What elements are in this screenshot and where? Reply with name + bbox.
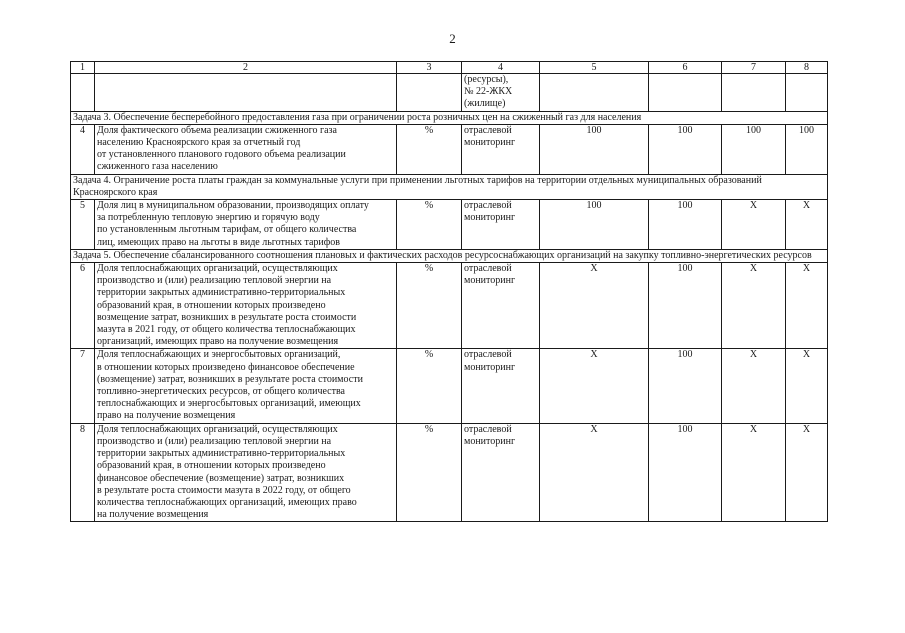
- column-header: 1: [71, 62, 95, 74]
- row-number: 7: [71, 349, 95, 423]
- source-cell: отраслевой мониторинг: [462, 124, 540, 174]
- value-cell: 100: [649, 200, 722, 250]
- indicator-name: Доля теплоснабжающих и энергосбытовых организаций, в отношении которых произведено финансовое обеспечение (возмещение) затрат, возникших в результате роста стоимости топливно-энергетических ресурсов, от общего количества теплоснабжающих и энергосбытовых организаций, имеющих право на получение возмещения: [95, 349, 397, 423]
- value-cell: Х: [540, 349, 649, 423]
- value-cell: 100: [722, 124, 786, 174]
- value-cell: Х: [786, 200, 828, 250]
- continuation-row: [71, 74, 828, 112]
- column-header: 8: [786, 62, 828, 74]
- task-row: [71, 174, 828, 199]
- value-cell: Х: [540, 423, 649, 522]
- column-header: 4: [462, 62, 540, 74]
- source-cell: отраслевой мониторинг: [462, 349, 540, 423]
- value-cell: Х: [786, 263, 828, 349]
- unit-cell: %: [397, 423, 462, 522]
- cell-empty: [397, 74, 462, 112]
- row-number: 4: [71, 124, 95, 174]
- column-header: 7: [722, 62, 786, 74]
- value-cell: 100: [649, 263, 722, 349]
- indicator-name: Доля лиц в муниципальном образовании, производящих оплату за потребленную тепловую энергию и горячую воду по установленным льготным тарифам, от общего количества лиц, имеющих право на льготы в виде льготных тарифов: [95, 200, 397, 250]
- cell-empty: [786, 74, 828, 112]
- row-number: 8: [71, 423, 95, 522]
- indicator-row: [71, 263, 828, 349]
- indicator-row: [71, 124, 828, 174]
- indicators-table: [70, 61, 828, 522]
- source-cell: отраслевой мониторинг: [462, 200, 540, 250]
- value-cell: Х: [722, 349, 786, 423]
- page-number: 2: [449, 31, 456, 46]
- unit-cell: %: [397, 263, 462, 349]
- indicator-name: Доля теплоснабжающих организаций, осуществляющих производство и (или) реализацию тепловой энергии на территории закрытых административно-территориальных образований края, в отношении которых произведено возмещение затрат, возникших в результате роста стоимости мазута в 2021 году, от общего количества теплоснабжающих организаций, имеющих право на получение возмещения: [95, 263, 397, 349]
- source-cell: отраслевой мониторинг: [462, 263, 540, 349]
- task-heading: Задача 5. Обеспечение сбалансированного соотношения плановых и фактических расходов ресурсоснабжающих организаций на закупку топливно-энергетических ресурсов: [71, 249, 828, 262]
- column-header: 6: [649, 62, 722, 74]
- cell-empty: [71, 74, 95, 112]
- indicator-row: [71, 349, 828, 423]
- task-row: [71, 249, 828, 262]
- column-header: 2: [95, 62, 397, 74]
- unit-cell: %: [397, 200, 462, 250]
- value-cell: 100: [540, 124, 649, 174]
- column-header: 5: [540, 62, 649, 74]
- unit-cell: %: [397, 124, 462, 174]
- value-cell: Х: [722, 200, 786, 250]
- task-row: [71, 111, 828, 124]
- source-cell: отраслевой мониторинг: [462, 423, 540, 522]
- row-number: 5: [71, 200, 95, 250]
- cell-empty: [540, 74, 649, 112]
- value-cell: Х: [786, 349, 828, 423]
- indicator-name: Доля теплоснабжающих организаций, осуществляющих производство и (или) реализацию тепловой энергии на территории закрытых административно-территориальных образований края, в отношении которых произведено финансовое обеспечение (возмещение) затрат, возникших в результате роста стоимости мазута в 2022 году, от общего количества теплоснабжающих организаций, имеющих право на получение возмещения: [95, 423, 397, 522]
- cell-empty: [649, 74, 722, 112]
- task-heading: Задача 3. Обеспечение бесперебойного предоставления газа при ограничении роста розничных цен на сжиженный газ для населения: [71, 111, 828, 124]
- unit-cell: %: [397, 349, 462, 423]
- indicator-row: [71, 200, 828, 250]
- value-cell: 100: [649, 124, 722, 174]
- source-cell: (ресурсы), № 22-ЖКХ (жилище): [462, 74, 540, 112]
- cell-empty: [722, 74, 786, 112]
- value-cell: Х: [786, 423, 828, 522]
- value-cell: Х: [540, 263, 649, 349]
- column-header: 3: [397, 62, 462, 74]
- table-body: [71, 62, 828, 522]
- column-number-row: [71, 62, 828, 74]
- cell-empty: [95, 74, 397, 112]
- value-cell: 100: [786, 124, 828, 174]
- task-heading: Задача 4. Ограничение роста платы граждан за коммунальные услуги при применении льготных тарифов на территории отдельных муниципальных образований Красноярского края: [71, 174, 828, 199]
- indicator-name: Доля фактического объема реализации сжиженного газа населению Красноярского края за отчетный год от установленного планового годового объема реализации сжиженного газа населению: [95, 124, 397, 174]
- value-cell: Х: [722, 263, 786, 349]
- row-number: 6: [71, 263, 95, 349]
- value-cell: Х: [722, 423, 786, 522]
- value-cell: 100: [649, 349, 722, 423]
- indicator-row: [71, 423, 828, 522]
- value-cell: 100: [540, 200, 649, 250]
- value-cell: 100: [649, 423, 722, 522]
